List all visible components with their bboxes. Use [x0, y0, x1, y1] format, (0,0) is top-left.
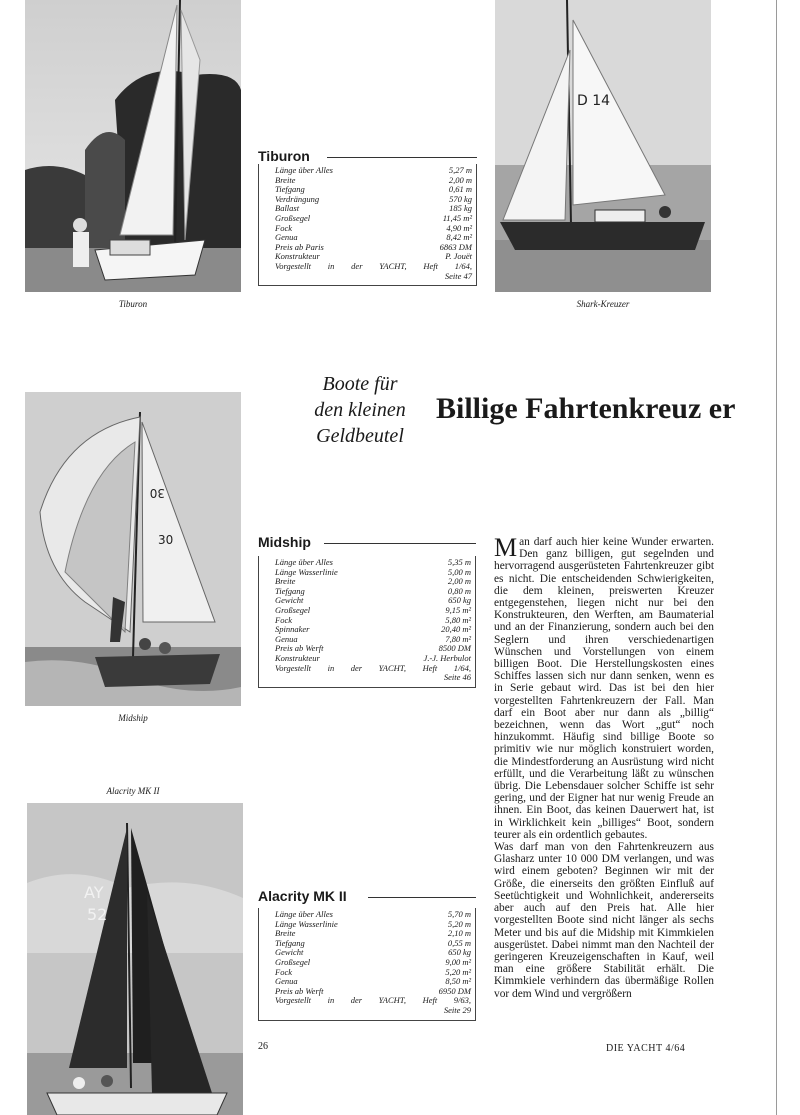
tiburon-caption: Tiburon — [118, 299, 148, 309]
midship-spec-row — [275, 606, 471, 616]
spec-value: 0,61 m — [448, 184, 472, 195]
spec-label: Großsegel — [275, 212, 311, 223]
alacrity-spec-row — [275, 958, 471, 968]
spec-label: Gewicht — [275, 947, 304, 958]
spec-value: 9,00 m² — [445, 956, 471, 967]
spec-label: Gewicht — [275, 595, 304, 606]
spec-value: 8500 DM — [438, 643, 471, 654]
spec-value: 6863 DM — [439, 241, 472, 252]
alacrity-caption: Alacrity MK II — [106, 786, 160, 796]
spec-label: Tiefgang — [275, 184, 305, 195]
page-number: 26 — [258, 1041, 268, 1052]
spec-label: Länge über Alles — [275, 165, 333, 175]
spec-label: Breite — [275, 928, 296, 939]
spec-value: 5,80 m² — [445, 614, 471, 625]
spec-value: 5,70 m — [447, 909, 471, 919]
alacrity-spec-table — [258, 908, 476, 1021]
midship-spec-row — [275, 568, 471, 578]
tiburon-spec-rule — [327, 157, 477, 158]
spec-value: 0,80 m — [447, 585, 471, 596]
spec-value: 8,42 m² — [446, 232, 472, 243]
spec-label: Fock — [275, 614, 292, 625]
midship-spec-note — [275, 664, 471, 683]
alacrity-spec-rule — [368, 897, 476, 898]
shark-kreuzer-photo — [495, 0, 711, 292]
spec-label: Länge Wasserlinie — [275, 566, 338, 577]
alacrity-spec-row — [275, 968, 471, 978]
spec-value: 2,00 m — [447, 576, 471, 587]
alacrity-sail-number-top: AY — [84, 883, 104, 902]
midship-spec-row — [275, 587, 471, 597]
tiburon-note-text: Vorgestellt in der YACHT, Heft 1/64, — [275, 260, 472, 271]
spec-label: Länge über Alles — [275, 557, 333, 567]
tiburon-spec-row — [275, 195, 472, 205]
alacrity-photo — [27, 803, 243, 1115]
headline: Billige Fahrtenkreuz er — [436, 392, 736, 425]
spec-value: J.-J. Herbulot — [423, 652, 471, 663]
subtitle-line-2: den kleinen — [314, 399, 406, 421]
spec-value: 6950 DM — [438, 985, 471, 996]
spec-label: Konstrukteur — [275, 251, 320, 262]
spec-value: 2,10 m — [447, 928, 471, 939]
spec-label: Fock — [275, 966, 292, 977]
spec-value: 5,20 m² — [445, 966, 471, 977]
article-dropcap: M — [494, 536, 518, 562]
spec-value: 5,35 m — [447, 557, 471, 567]
midship-spec-table — [258, 556, 476, 688]
magazine-issue: DIE YACHT 4/64 — [606, 1043, 686, 1054]
tiburon-note-page: Seite 47 — [444, 270, 472, 281]
midship-spec-title: Midship — [258, 534, 311, 550]
spec-value: 4,90 m² — [446, 222, 472, 233]
spec-value: 9,15 m² — [445, 604, 471, 615]
midship-note-page: Seite 46 — [443, 672, 471, 683]
alacrity-spec-row — [275, 939, 471, 949]
spec-label: Genua — [275, 976, 298, 987]
alacrity-spec-note — [275, 996, 471, 1015]
spec-value: 8,50 m² — [445, 976, 471, 987]
spec-label: Genua — [275, 633, 298, 644]
article-paragraph-1: an darf auch hier keine Wunder erwarten. Den ganz billigen, gut segelnden und hervorragend ausgerüsteten Fahrtenkreuzer gibt es nicht. Die entscheidenden Schwierigkeiten, die dem kleinen, preiswerten Kreuzer entgegenstehen, liegen nicht nur bei den Konstrukteuren, den Werften, am Baumaterial und an der Finanzierung, sondern auch bei den Seglern und ihren verschiedenartigen Wünschen und Vorstellungen von einem billigen Boot. Die Herstellungskosten eines Schiffes lassen sich nur dann senken, wenn es in Serie gebaut wird. Das ist bei den hier vorgestellten Fahrtenkreuzern der Fall. Man darf ein Boot aber nur dann als „billig“ bezeichnen, wenn das Wort „gut“ noch hinzukommt. Häufig sind billige Boote so primitiv wie nur möglich konstruiert worden, die Mindestforderung an Ausrüstung wird nicht erfüllt, und die Verarbeitung läßt zu wünschen übrig. Die Lebensdauer solcher Schiffe ist sehr gering, und der Eigner hat nur wenig Freude an ihnen. Ein Boot, das keinen Dauerwert hat, ist in Wirklichkeit kein „billiges“ Boot, sondern teurer als ein ordentlich gebautes. — [494, 536, 714, 841]
spec-value: 650 kg — [448, 595, 471, 606]
alacrity-sail-number: 52 — [87, 905, 108, 924]
spec-label: Preis ab Werft — [275, 985, 324, 996]
alacrity-note-text: Vorgestellt in der YACHT, Heft 9/63, — [275, 995, 471, 1006]
tiburon-spec-note — [275, 262, 472, 281]
article-paragraph-2: Was darf man von den Fahrtenkreuzern aus Glasharz unter 10 000 DM verlangen, und was wird einem geboten? Beginnen wir mit der Größe, die einerseits den größten Einfluß auf Seetüchtigkeit und Wohnlichkeit, andererseits aber auch auf den Preis hat. Alle hier vorgestellten Boote sind nicht länger als sechs Meter und bis auf die Midship mit Kimmkielen ausgerüstet. Dabei nimmt man den Nachteil der geringeren Kreuzeigenschaften in Kauf, weil man eine größere Stabilität erhält. Die Kimmkiele verhindern das übermäßige Rollen vor dem Wind und vergrößern — [494, 841, 714, 1000]
spec-value: 2,00 m — [448, 174, 472, 185]
spec-label: Preis ab Paris — [275, 241, 324, 252]
tiburon-spec-row — [275, 214, 472, 224]
midship-spec-row — [275, 625, 471, 635]
page-fold-line — [776, 0, 777, 1115]
spec-value: 11,45 m² — [442, 212, 472, 223]
spec-label: Großsegel — [275, 604, 311, 615]
spec-value: 20,40 m² — [441, 624, 471, 635]
spec-label: Tiefgang — [275, 937, 305, 948]
spec-value: 650 kg — [448, 947, 471, 958]
spec-label: Ballast — [275, 203, 300, 214]
tiburon-spec-table — [258, 164, 477, 286]
tiburon-spec-title: Tiburon — [258, 148, 310, 164]
subtitle — [270, 371, 450, 449]
spec-value: 0,55 m — [447, 937, 471, 948]
alacrity-spec-title: Alacrity MK II — [258, 888, 347, 904]
spec-label: Breite — [275, 576, 296, 587]
shark-kreuzer-caption: Shark-Kreuzer — [576, 299, 630, 309]
spec-label: Länge Wasserlinie — [275, 918, 338, 929]
tiburon-photo — [25, 0, 241, 292]
midship-photo — [25, 392, 241, 706]
midship-spec-rule — [324, 543, 476, 544]
spec-value: 5,20 m — [447, 918, 471, 929]
subtitle-line-1: Boote für — [322, 373, 398, 395]
spec-label: Preis ab Werft — [275, 643, 324, 654]
midship-sail-number-top: 30 — [149, 486, 165, 500]
spec-label: Konstrukteur — [275, 652, 320, 663]
spec-label: Genua — [275, 232, 298, 243]
spec-label: Spinnaker — [275, 624, 310, 635]
tiburon-spec-row — [275, 166, 472, 176]
tiburon-spec-row — [275, 224, 472, 234]
shark-sail-number: D 14 — [577, 93, 611, 109]
midship-sail-number: 30 — [158, 533, 174, 547]
alacrity-note-page: Seite 29 — [443, 1004, 471, 1015]
subtitle-line-3: Geldbeutel — [316, 425, 404, 447]
spec-label: Fock — [275, 222, 292, 233]
spec-value: P. Jouët — [445, 251, 472, 262]
spec-label: Verdrängung — [275, 193, 320, 204]
spec-value: 5,27 m — [448, 165, 472, 175]
spec-value: 5,00 m — [447, 566, 471, 577]
midship-caption: Midship — [118, 713, 148, 723]
article-body — [494, 536, 714, 1036]
spec-label: Breite — [275, 174, 296, 185]
midship-note-text: Vorgestellt in der YACHT, Heft 1/64, — [275, 662, 471, 673]
spec-value: 185 kg — [449, 203, 472, 214]
alacrity-spec-row — [275, 920, 471, 930]
spec-label: Länge über Alles — [275, 909, 333, 919]
spec-label: Großsegel — [275, 956, 311, 967]
spec-value: 570 kg — [449, 193, 472, 204]
spec-value: 7,80 m² — [445, 633, 471, 644]
spec-label: Tiefgang — [275, 585, 305, 596]
